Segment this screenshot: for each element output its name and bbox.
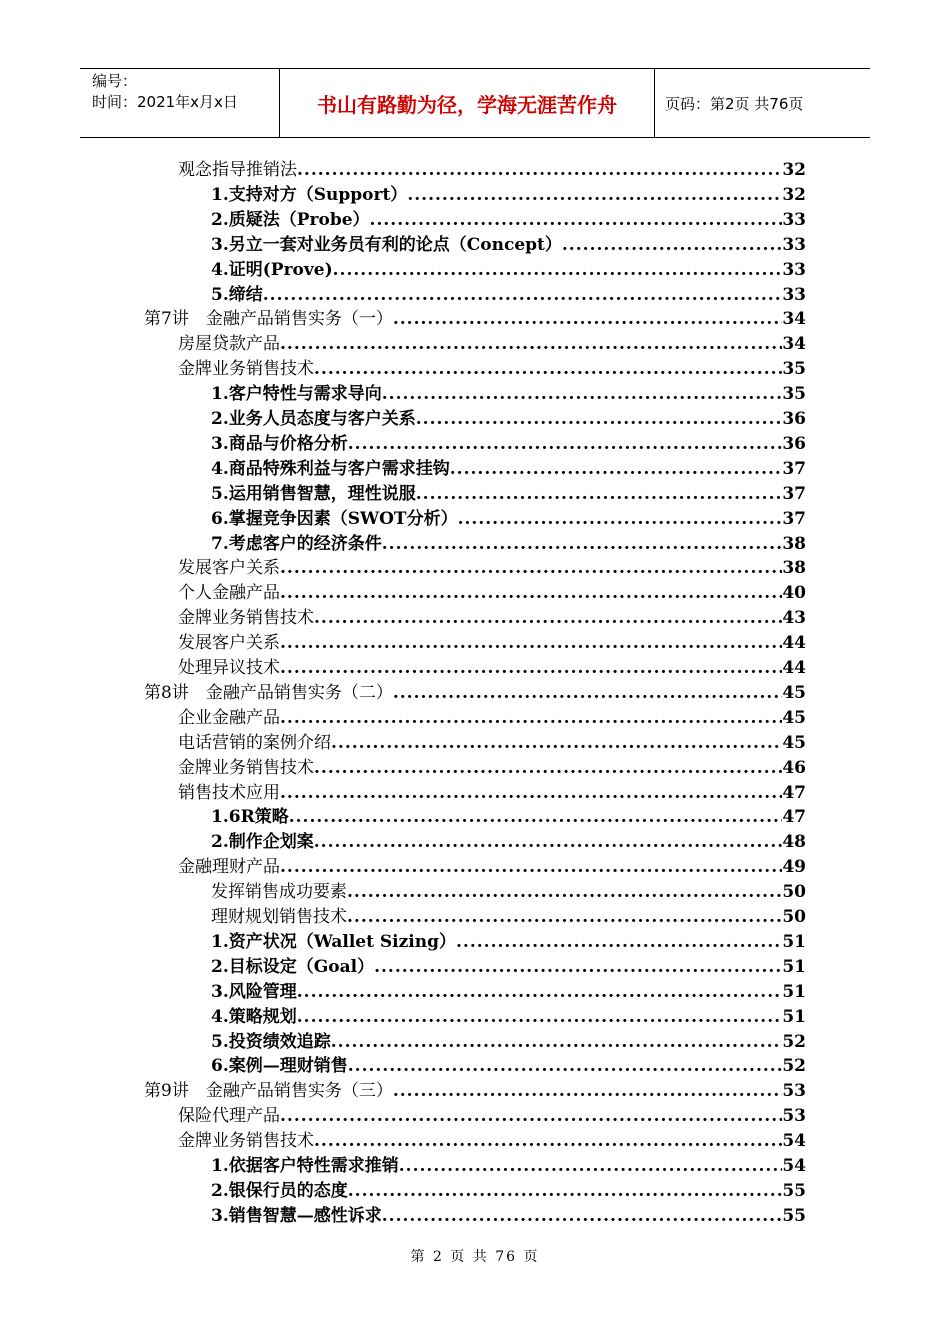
toc-entry[interactable] xyxy=(178,731,806,755)
toc-entry[interactable] xyxy=(178,158,806,182)
toc-leader-dots xyxy=(347,880,782,904)
toc-entry-page: 38 xyxy=(782,533,806,554)
toc-entry-page: 34 xyxy=(782,309,806,330)
toc-entry[interactable] xyxy=(211,258,806,282)
toc-entry-title: 6.掌握竞争因素（SWOT分析） xyxy=(211,508,458,529)
toc-leader-dots xyxy=(370,208,783,232)
toc-entry[interactable] xyxy=(211,1054,806,1078)
toc-leader-dots xyxy=(280,631,782,655)
toc-entry[interactable] xyxy=(211,1030,806,1054)
toc-entry-page: 45 xyxy=(782,732,806,753)
toc-entry[interactable] xyxy=(211,930,806,954)
toc-entry[interactable] xyxy=(211,208,806,232)
toc-entry-page: 35 xyxy=(782,384,806,405)
toc-entry-title: 4.商品特殊利益与客户需求挂钩 xyxy=(211,458,450,479)
toc-entry-page: 51 xyxy=(782,1006,806,1027)
toc-entry-page: 32 xyxy=(782,184,806,205)
toc-entry-page: 45 xyxy=(782,707,806,728)
toc-entry-title: 处理异议技术 xyxy=(178,658,280,678)
toc-leader-dots xyxy=(297,1005,783,1029)
toc-entry-page: 37 xyxy=(782,458,806,479)
toc-leader-dots xyxy=(331,1030,783,1054)
toc-entry[interactable] xyxy=(211,532,806,556)
toc-entry[interactable] xyxy=(211,980,806,1004)
toc-entry-title: 4.策略规划 xyxy=(211,1006,297,1027)
toc-entry[interactable] xyxy=(178,556,806,580)
toc-entry-title: 6.案例—理财销售 xyxy=(211,1056,348,1077)
toc-entry-title: 销售技术应用 xyxy=(178,782,280,803)
toc-entry-page: 32 xyxy=(782,160,806,180)
toc-entry-page: 49 xyxy=(782,857,806,878)
toc-entry-title: 房屋贷款产品 xyxy=(178,334,280,355)
toc-leader-dots xyxy=(297,158,782,182)
toc-entry-page: 44 xyxy=(782,633,806,654)
toc-entry[interactable] xyxy=(211,1179,806,1203)
toc-entry-title: 金牌业务销售技术 xyxy=(178,757,314,778)
toc-entry[interactable] xyxy=(178,332,806,356)
toc-entry-title: 5.运用销售智慧，理性说服 xyxy=(211,483,416,504)
toc-entry-page: 38 xyxy=(782,558,806,579)
toc-leader-dots xyxy=(382,532,783,556)
toc-entry-title: 2.目标设定（Goal） xyxy=(211,956,375,977)
toc-leader-dots xyxy=(382,1204,783,1228)
toc-entry-title: 2.质疑法（Probe） xyxy=(211,209,370,230)
toc-entry-title: 第8讲 金融产品销售实务（二） xyxy=(144,682,393,703)
toc-entry-title: 理财规划销售技术 xyxy=(211,907,347,927)
toc-entry-page: 53 xyxy=(782,1081,806,1102)
toc-entry-title: 1.客户特性与需求导向 xyxy=(211,384,382,405)
toc-entry-page: 33 xyxy=(782,209,806,230)
toc-entry-title: 发展客户关系 xyxy=(178,558,280,579)
toc-entry-page: 51 xyxy=(782,981,806,1002)
toc-entry-page: 40 xyxy=(782,583,806,604)
toc-entry-title: 金牌业务销售技术 xyxy=(178,359,314,380)
toc-leader-dots xyxy=(280,581,782,605)
toc-entry-title: 金融理财产品 xyxy=(178,857,280,878)
toc-entry[interactable] xyxy=(144,681,806,705)
toc-entry[interactable] xyxy=(211,955,806,979)
toc-entry[interactable] xyxy=(211,482,806,506)
toc-leader-dots xyxy=(280,855,782,879)
toc-entry[interactable] xyxy=(144,307,806,331)
toc-entry-page: 55 xyxy=(782,1180,806,1201)
toc-entry[interactable] xyxy=(211,233,806,257)
toc-entry[interactable] xyxy=(211,1005,806,1029)
toc-entry[interactable] xyxy=(178,656,806,680)
toc-entry[interactable] xyxy=(178,1104,806,1128)
toc-leader-dots xyxy=(348,1054,783,1078)
toc-entry-title: 保险代理产品 xyxy=(178,1106,280,1127)
toc-entry[interactable] xyxy=(211,407,806,431)
toc-entry-page: 37 xyxy=(782,508,806,529)
toc-leader-dots xyxy=(263,283,783,307)
toc-leader-dots xyxy=(280,706,782,730)
toc-leader-dots xyxy=(450,457,783,481)
toc-entry[interactable] xyxy=(211,382,806,406)
document-code-label: 编号： xyxy=(92,72,138,90)
toc-entry[interactable] xyxy=(211,880,806,904)
toc-entry-page: 51 xyxy=(782,931,806,952)
toc-entry[interactable] xyxy=(178,756,806,780)
toc-entry-title: 7.考虑客户的经济条件 xyxy=(211,533,382,554)
toc-entry-page: 55 xyxy=(782,1205,806,1226)
toc-entry-title: 3.风险管理 xyxy=(211,981,297,1002)
toc-entry-page: 36 xyxy=(782,433,806,454)
header-page-label: 页码：第2页 共76页 xyxy=(665,94,804,113)
toc-entry[interactable] xyxy=(211,507,806,531)
toc-entry-title: 2.银保行员的态度 xyxy=(211,1180,348,1201)
toc-entry[interactable] xyxy=(178,855,806,879)
toc-entry-page: 48 xyxy=(782,832,806,853)
toc-leader-dots xyxy=(347,905,782,929)
toc-entry-title: 第9讲 金融产品销售实务（三） xyxy=(144,1081,393,1102)
toc-leader-dots xyxy=(314,606,782,630)
toc-entry-page: 54 xyxy=(782,1131,806,1152)
toc-entry[interactable] xyxy=(211,183,806,207)
toc-entry[interactable] xyxy=(211,1204,806,1228)
toc-entry[interactable] xyxy=(211,1154,806,1178)
toc-entry-page: 51 xyxy=(782,956,806,977)
toc-entry-page: 53 xyxy=(782,1106,806,1127)
toc-leader-dots xyxy=(333,258,783,282)
toc-leader-dots xyxy=(562,233,782,257)
toc-leader-dots xyxy=(314,1129,782,1153)
toc-entry[interactable] xyxy=(178,631,806,655)
toc-entry-title: 1.支持对方（Support） xyxy=(211,184,408,205)
toc-entry-title: 2.制作企划案 xyxy=(211,832,314,853)
toc-leader-dots xyxy=(416,407,783,431)
toc-leader-dots xyxy=(407,183,782,207)
toc-leader-dots xyxy=(297,980,783,1004)
toc-entry-title: 第7讲 金融产品销售实务（一） xyxy=(144,309,393,330)
toc-entry-title: 金牌业务销售技术 xyxy=(178,1131,314,1152)
toc-entry[interactable] xyxy=(178,606,806,630)
toc-entry[interactable] xyxy=(211,283,806,307)
toc-entry-title: 发挥销售成功要素 xyxy=(211,882,347,903)
toc-entry[interactable] xyxy=(178,781,806,805)
toc-leader-dots xyxy=(314,357,782,381)
toc-entry-title: 1.6R策略 xyxy=(211,807,289,828)
toc-leader-dots xyxy=(458,507,783,531)
header-slogan: 书山有路勤为径，学海无涯苦作舟 xyxy=(280,69,655,137)
toc-entry-page: 34 xyxy=(782,334,806,355)
toc-entry-title: 发展客户关系 xyxy=(178,633,280,654)
toc-entry-page: 52 xyxy=(782,1031,806,1052)
toc-leader-dots xyxy=(382,382,783,406)
toc-entry-page: 33 xyxy=(782,284,806,305)
toc-entry-title: 电话营销的案例介绍 xyxy=(178,732,331,753)
toc-entry-page: 50 xyxy=(782,882,806,903)
toc-entry[interactable] xyxy=(211,805,806,829)
toc-entry[interactable] xyxy=(178,1129,806,1153)
toc-entry[interactable] xyxy=(211,432,806,456)
toc-entry-title: 5.投资绩效追踪 xyxy=(211,1031,331,1052)
toc-leader-dots xyxy=(280,656,782,680)
toc-entry-title: 1.依据客户特性需求推销 xyxy=(211,1156,399,1176)
toc-entry-page: 44 xyxy=(782,658,806,678)
toc-entry[interactable] xyxy=(211,830,806,854)
toc-entry-title: 金牌业务销售技术 xyxy=(178,608,314,629)
toc-leader-dots xyxy=(399,1154,783,1178)
toc-leader-dots xyxy=(456,930,782,954)
document-time-label: 时间：2021年x月x日 xyxy=(92,93,238,111)
toc-leader-dots xyxy=(393,681,783,705)
toc-leader-dots xyxy=(314,830,783,854)
toc-entry[interactable] xyxy=(178,357,806,381)
toc-entry-title: 1.资产状况（Wallet Sizing） xyxy=(211,931,456,952)
page-header xyxy=(80,68,870,138)
toc-leader-dots xyxy=(416,482,783,506)
toc-entry-title: 4.证明(Prove) xyxy=(211,259,333,280)
toc-entry[interactable] xyxy=(211,905,806,929)
toc-entry[interactable] xyxy=(178,581,806,605)
toc-leader-dots xyxy=(289,805,783,829)
toc-entry-title: 企业金融产品 xyxy=(178,707,280,728)
toc-leader-dots xyxy=(331,731,782,755)
header-meta xyxy=(80,69,280,137)
toc-entry-title: 个人金融产品 xyxy=(178,583,280,604)
toc-entry-page: 45 xyxy=(782,682,806,703)
toc-entry-page: 36 xyxy=(782,409,806,429)
page-footer: 第 2 页 共 76 页 xyxy=(410,1249,540,1265)
toc-leader-dots xyxy=(374,955,782,979)
toc-entry-page: 50 xyxy=(782,907,806,927)
toc-entry-title: 2.业务人员态度与客户关系 xyxy=(211,409,416,429)
toc-entry-page: 54 xyxy=(782,1156,806,1176)
toc-leader-dots xyxy=(280,781,782,805)
toc-leader-dots xyxy=(348,1179,783,1203)
toc-entry-title: 5.缔结 xyxy=(211,284,263,305)
toc-leader-dots xyxy=(280,556,782,580)
toc-entry-page: 47 xyxy=(782,807,806,828)
toc-leader-dots xyxy=(393,1079,783,1103)
toc-entry-page: 47 xyxy=(782,782,806,803)
toc-leader-dots xyxy=(280,332,782,356)
toc-entry-title: 3.商品与价格分析 xyxy=(211,433,348,454)
toc-leader-dots xyxy=(348,432,783,456)
toc-entry-page: 33 xyxy=(782,234,806,255)
toc-entry-page: 33 xyxy=(782,259,806,280)
toc-entry-page: 37 xyxy=(782,483,806,504)
toc-leader-dots xyxy=(314,756,782,780)
toc-entry-title: 3.销售智慧—感性诉求 xyxy=(211,1205,382,1226)
toc-entry[interactable] xyxy=(211,457,806,481)
toc-entry-title: 3.另立一套对业务员有利的论点（Concept） xyxy=(211,234,562,255)
toc-entry-title: 观念指导推销法 xyxy=(178,160,297,180)
toc-entry-page: 52 xyxy=(782,1056,806,1077)
toc-entry[interactable] xyxy=(144,1079,806,1103)
toc-entry-page: 46 xyxy=(782,757,806,778)
toc-entry-page: 43 xyxy=(782,608,806,629)
toc-leader-dots xyxy=(393,307,783,331)
toc-entry-page: 35 xyxy=(782,359,806,380)
toc-leader-dots xyxy=(280,1104,782,1128)
toc-entry[interactable] xyxy=(178,706,806,730)
